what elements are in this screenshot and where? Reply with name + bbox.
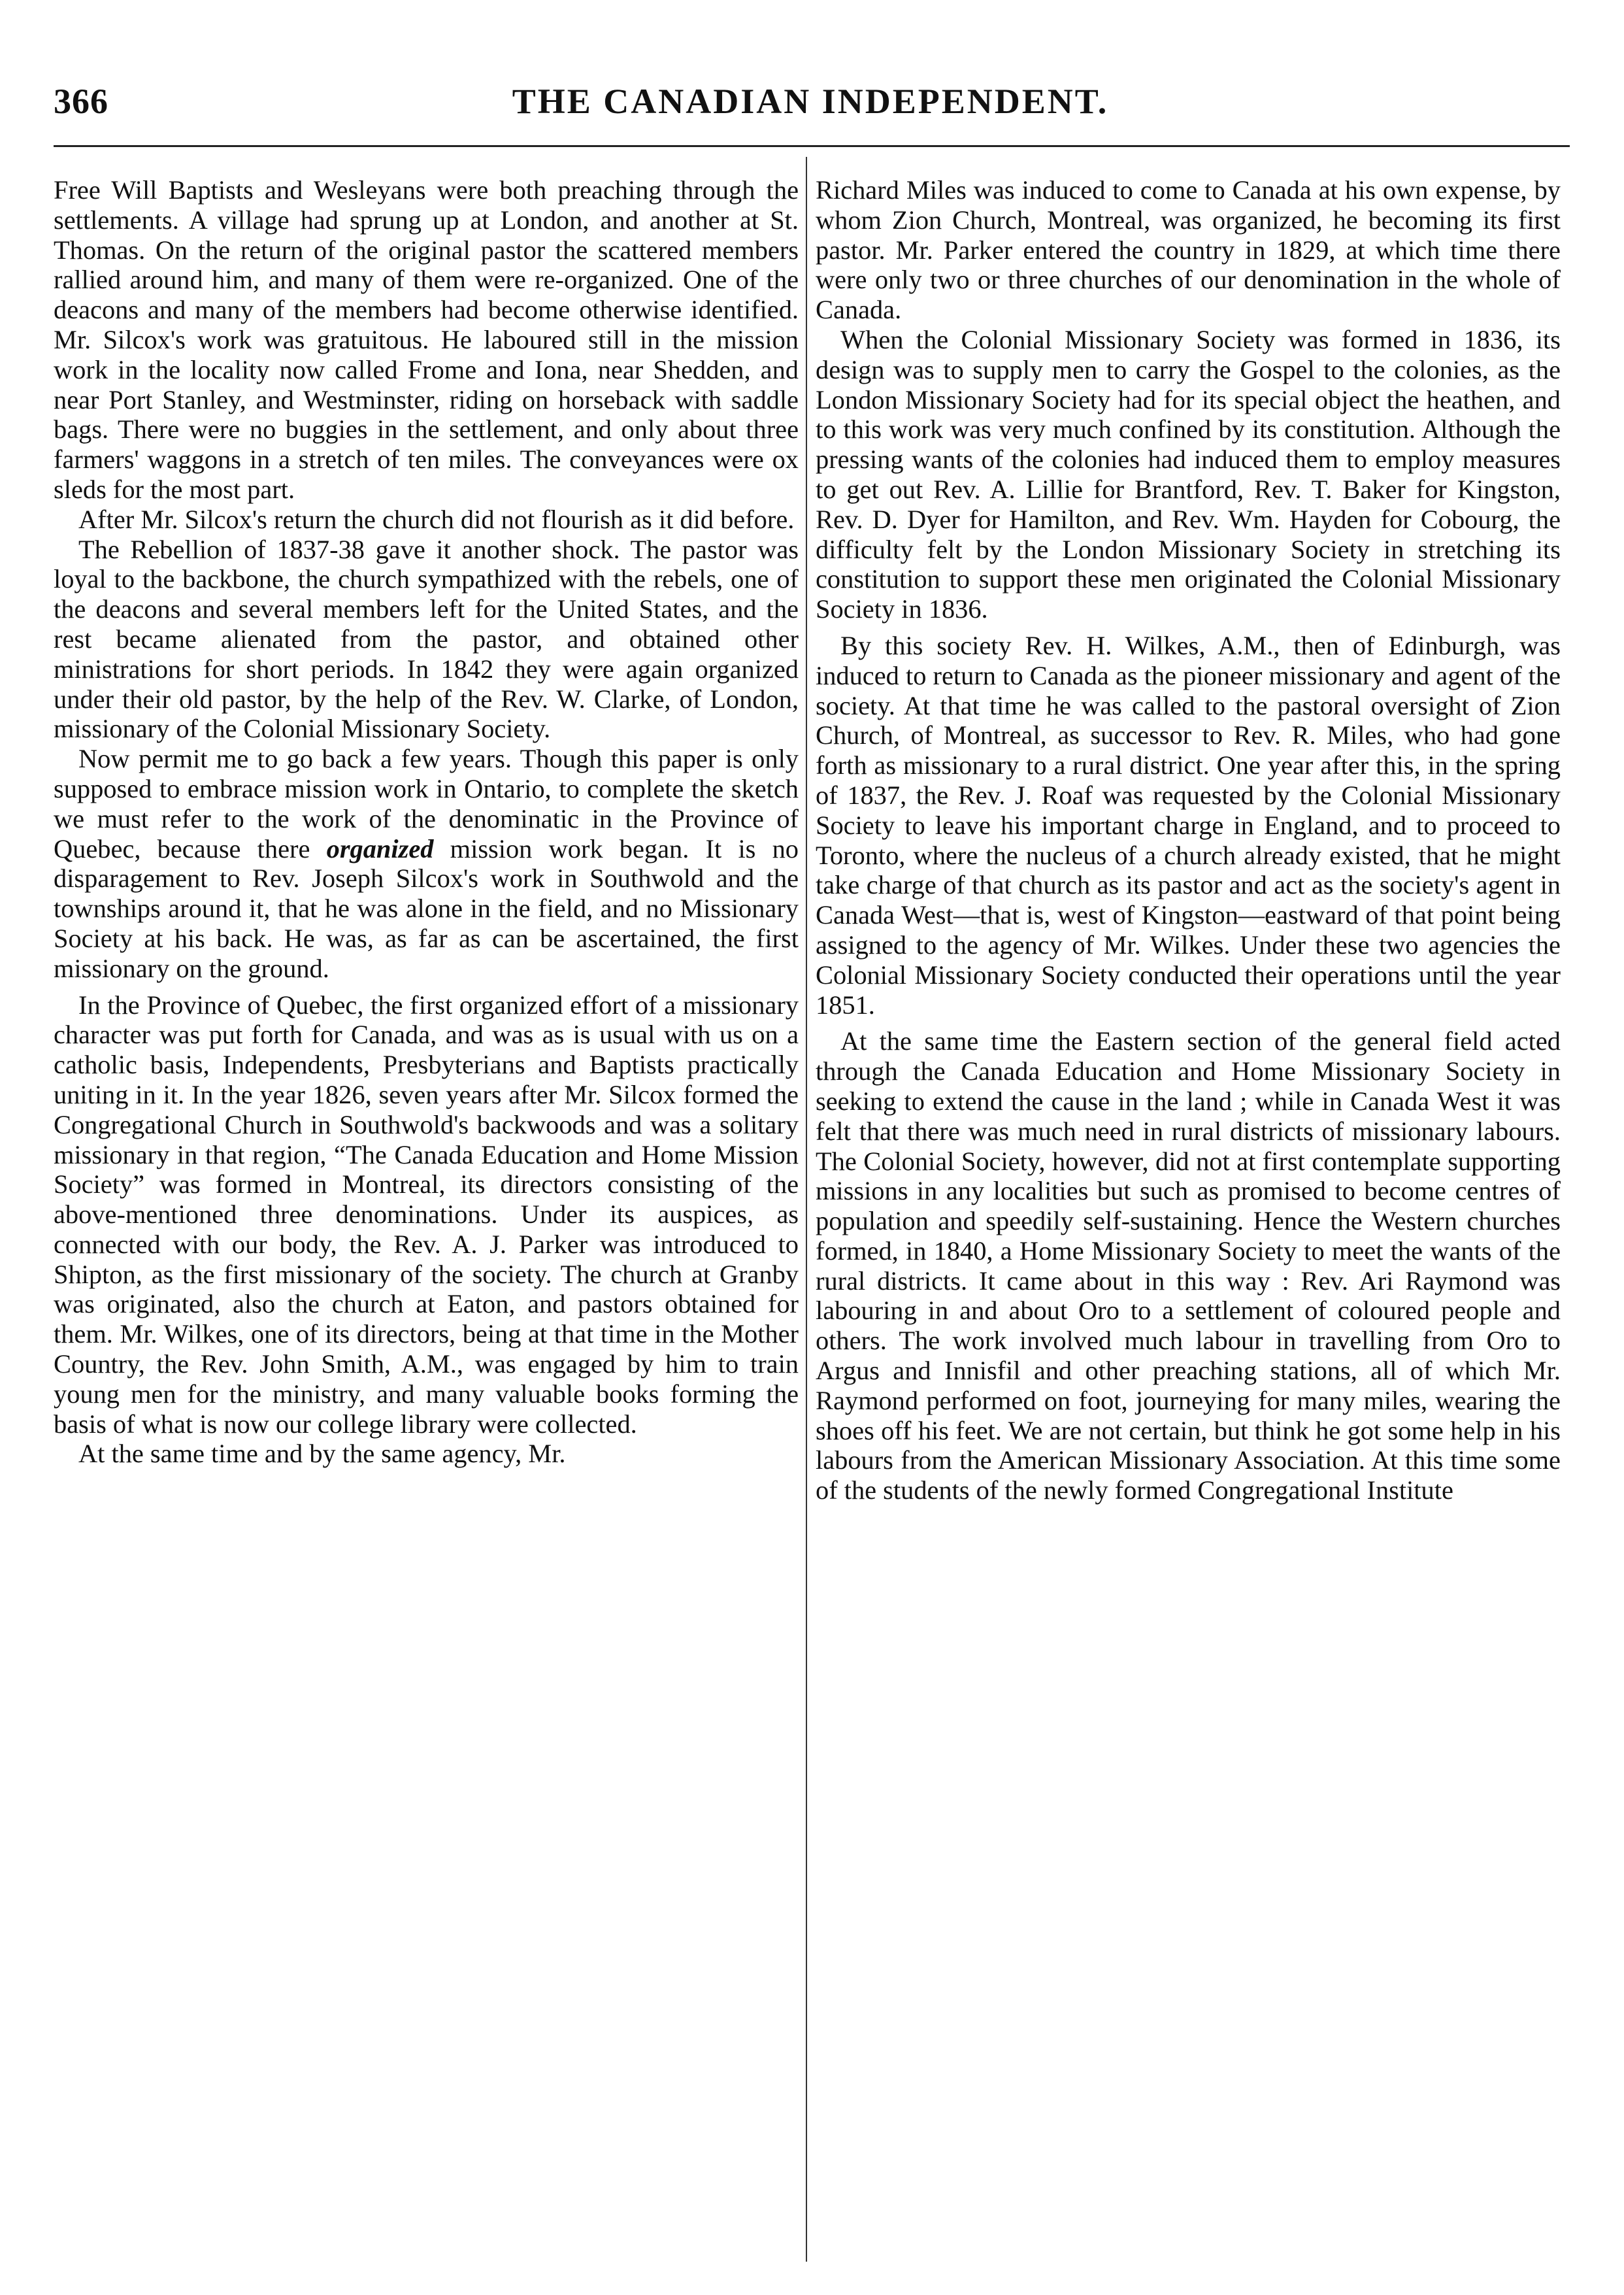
- paragraph-text: Now permit me to go back a few years. Though this paper is only supposed to embrace mission work in Ontario, to complete the sketch we must refer to the work of the denominatic in the Province of Quebec, because there: [54, 744, 799, 863]
- running-title: THE CANADIAN INDEPENDENT.: [512, 82, 1109, 121]
- left-column: [54, 175, 799, 2260]
- page-number: 366: [54, 82, 108, 121]
- paragraph: In the Province of Quebec, the first organized effort of a missionary character was put forth for Canada, and was as is usual with us on a catholic basis, Independents, Presbyterians and Baptists practically uniting in it. In the year 1826, seven years after Mr. Silcox formed the Congregational Church in Southwold's backwoods and was a solitary missionary in that region, “The Canada Education and Home Mission Society” was formed in Montreal, its directors consisting of the above-mentioned three denominations. Under its auspices, as connected with our body, the Rev. A. J. Parker was introduced to Shipton, as the first missionary of the society. The church at Granby was originated, also the church at Eaton, and pastors obtained for them. Mr. Wilkes, one of its directors, being at that time in the Mother Country, the Rev. John Smith, A.M., was engaged by him to train young men for the ministry, and many valuable books forming the basis of what is now our college library were collected.: [54, 990, 799, 1439]
- paragraph: By this society Rev. H. Wilkes, A.M., then of Edinburgh, was induced to return to Canada as the pioneer missionary and agent of the society. At that time he was called to the pastoral oversight of Zion Church, of Montreal, as successor to Rev. R. Miles, who had gone forth as missionary to a rural district. One year after this, in the spring of 1837, the Rev. J. Roaf was requested by the Colonial Missionary Society to leave his important charge in England, and to proceed to Toronto, where the nucleus of a church already existed, that he might take charge of that church as its pastor and act as the society's agent in Canada West—that is, west of Kingston—eastward of that point being assigned to the agency of Mr. Wilkes. Under these two agencies the Colonial Missionary Society conducted their operations until the year 1851.: [816, 630, 1561, 1020]
- paragraph: After Mr. Silcox's return the church did not flourish as it did before.: [78, 504, 795, 534]
- column-divider: [806, 157, 807, 2262]
- paragraph: When the Colonial Missionary Society was formed in 1836, its design was to supply men to carry the Gospel to the colonies, as the London Missionary Society had for its special object the heathen, and to this work was very much confined by its constitution. Although the pressing wants of the colonies had induced them to employ measures to get out Rev. A. Lillie for Brantford, Rev. T. Baker for Kingston, Rev. D. Dyer for Hamilton, and Rev. Wm. Hayden for Cobourg, the difficulty felt by the London Missionary Society in stretching its constitution to support these men originated the Colonial Missionary Society in 1836.: [816, 324, 1561, 624]
- paragraph: At the same time and by the same agency, Mr.: [78, 1439, 566, 1469]
- paragraph: The Rebellion of 1837-38 gave it another shock. The pastor was loyal to the backbone, the church sympathized with the rebels, one of the deacons and several members left for the United States, and the rest became alienated from the pastor, and obtained other ministrations for short periods. In 1842 they were again organized under their old pastor, by the help of the Rev. W. Clarke, of London, missionary of the Colonial Missionary Society.: [54, 534, 799, 744]
- header-rule: [54, 145, 1570, 147]
- paragraph-text: mission work began. It is no disparagement to Rev. Joseph Silcox's work in Southwold and the townships around it, that he was alone in the field, and no Missionary Society at his back. He was, as far as can be ascertained, the first missionary on the ground.: [54, 833, 799, 983]
- paragraph: [54, 744, 799, 983]
- paragraph: Free Will Baptists and Wesleyans were both preaching through the settlements. A village had sprung up at London, and another at St. Thomas. On the return of the original pastor the scattered members rallied around him, and many of them were re-organized. One of the deacons and many of the members had become otherwise identified. Mr. Silcox's work was gratuitous. He laboured still in the mission work in the locality now called Frome and Iona, near Shedden, and near Port Stanley, and Westminster, riding on horseback with saddle bags. There were no buggies in the settlement, and only about three farmers' waggons in a stretch of ten miles. The conveyances were ox sleds for the most part.: [54, 175, 799, 504]
- paragraph: At the same time the Eastern section of the general field acted through the Canada Education and Home Missionary Society in seeking to extend the cause in the land ; while in Canada West it was felt that there was much need in rural districts of missionary labours. The Colonial Society, however, did not at first contemplate supporting missions in any localities but such as promised to become centres of population and speedily self-sustaining. Hence the Western churches formed, in 1840, a Home Missionary Society to meet the wants of the rural districts. It came about in this way : Rev. Ari Raymond was labouring in and about Oro to a settlement of coloured people and others. The work involved much labour in travelling from Oro to Argus and Innisfil and other preaching stations, all of which Mr. Raymond performed on foot, journeying for many miles, wearing the shoes off his feet. We are not certain, but think he got some help in his labours from the American Missionary Association. At this time some of the students of the newly formed Congregational Institute: [816, 1026, 1561, 1505]
- right-column: [816, 175, 1561, 2260]
- italic-word: organized: [326, 833, 434, 863]
- page-header: [0, 78, 1624, 137]
- paragraph: Richard Miles was induced to come to Canada at his own expense, by whom Zion Church, Montreal, was organized, he becoming its first pastor. Mr. Parker entered the country in 1829, at which time there were only two or three churches of our denomination in the whole of Canada.: [816, 175, 1561, 325]
